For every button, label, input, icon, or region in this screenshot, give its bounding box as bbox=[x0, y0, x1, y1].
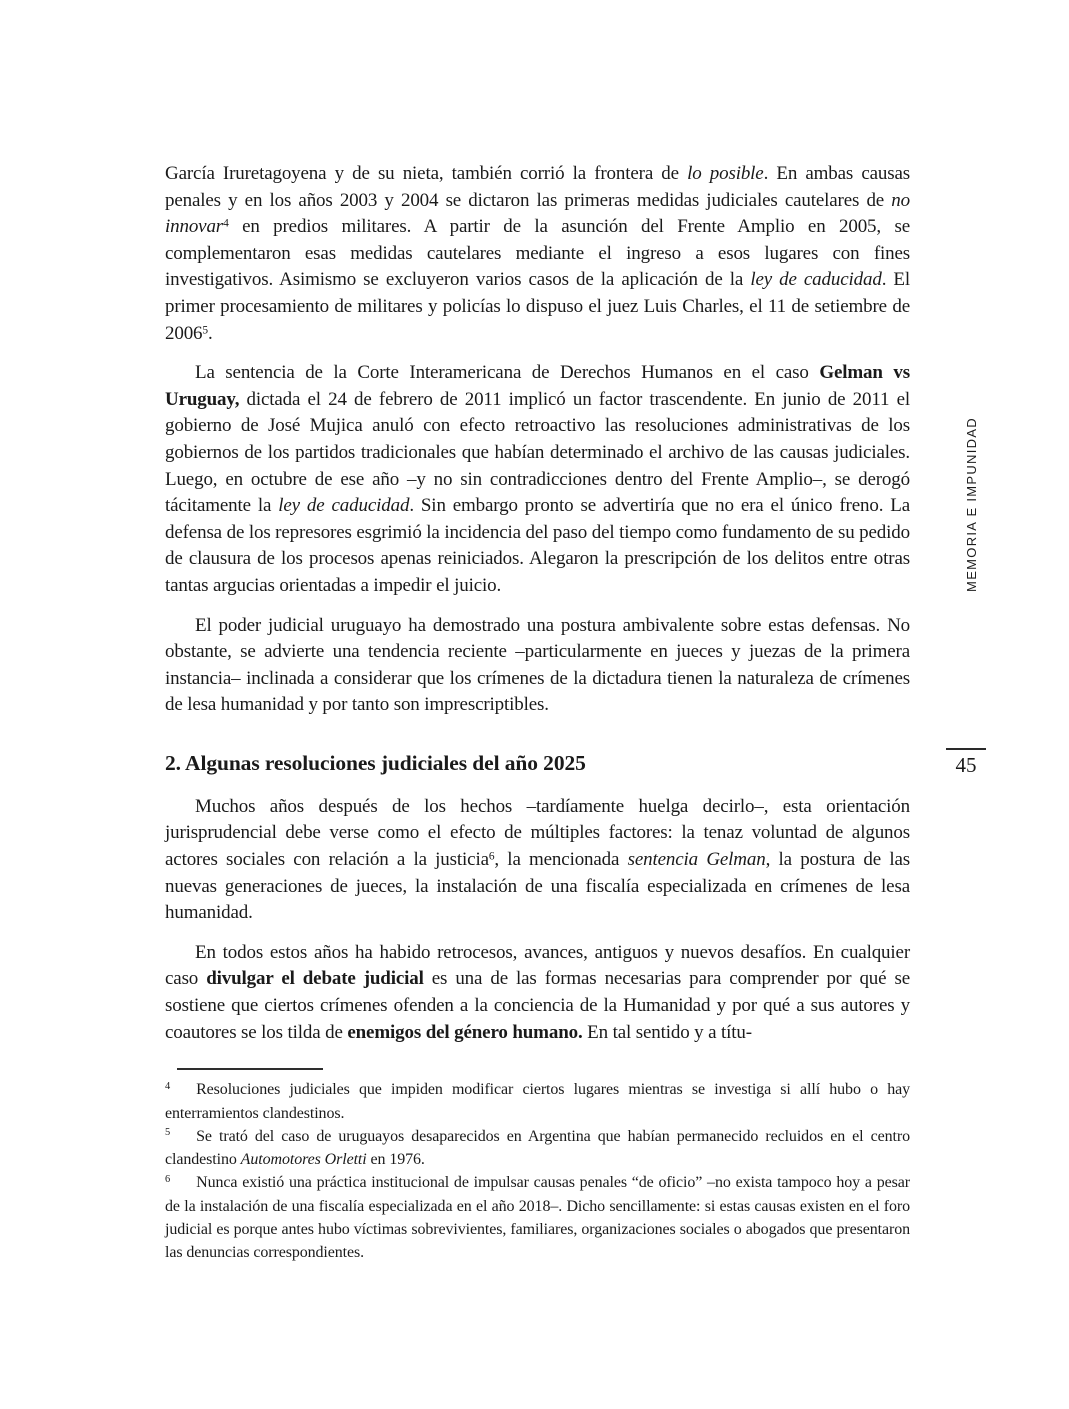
footnote-text: Resoluciones judiciales que impiden modificar ciertos lugares mientras se investiga si allí hubo o hay enterramientos clandestinos. bbox=[165, 1081, 910, 1122]
paragraph-5: En todos estos años ha habido retrocesos, avances, antiguos y nuevos desafíos. En cualquier caso divulgar el debate judicial es una de las formas necesarias para comprender por qué se sostiene que ciertos crímenes ofenden a la conciencia de la Humanidad y por qué a sus autores y coautores se los tilda de enemigos del género humano. En tal sentido y a títu- bbox=[165, 941, 910, 1043]
page-number-block bbox=[946, 748, 986, 778]
footnotes-section bbox=[165, 1078, 910, 1264]
footnote-5 bbox=[165, 1125, 910, 1172]
footnote-marker: 5 bbox=[165, 1127, 171, 1139]
main-text-column bbox=[165, 161, 910, 1265]
footnote-marker: 4 bbox=[165, 1080, 171, 1092]
page-number: 45 bbox=[955, 753, 977, 777]
paragraph-1: García Iruretagoyena y de su nieta, también corrió la frontera de lo posible. En ambas causas penales y en los años 2003 y 2004 se dictaron las primeras medidas judiciales cautelares de no innovar$^4$ en predios militares. A partir de la asunción del Frente Amplio en 2005, se complementaron esas medidas cautelares mediante el ingreso a esos lugares con fines investigativos. Asimismo se excluyeron varios casos de la aplicación de la ley de caducidad. El primer procesamiento de militares y policías lo dispuso el juez Luis Charles, el 11 de setiembre de 2006$^5$. bbox=[165, 163, 911, 344]
paragraph-4: Muchos años después de los hechos –tardíamente huelga decirlo–, esta orientación jurisprudencial debe verse como el efecto de múltiples factores: la tenaz voluntad de algunos actores sociales con relación a la justicia$^6$, la mencionada sentencia Gelman, la postura de las nuevas generaciones de jueces, la instalación de una fiscalía especializada en crímenes de lesa humanidad. bbox=[165, 795, 910, 924]
footnote-text: Se trató del caso de uruguayos desaparecidos en Argentina que habían permanecido recluidos en el centro clandestino Automotores Orletti en 1976. bbox=[165, 1127, 910, 1169]
page-number-rule bbox=[946, 748, 986, 750]
footnote-text: Nunca existió una práctica institucional de impulsar causas penales “de oficio” –no exista tampoco hoy a pesar de la instalación de una fiscalía especializada en el año 2018–. Dicho sencillamente: si estas causas existen en el foro judicial es porque antes hubo víctimas sobrevivientes, familiares, organizaciones sociales o abogados que presentaron las denuncias correspondientes. bbox=[165, 1174, 910, 1262]
paragraph-2: La sentencia de la Corte Interamericana de Derechos Humanos en el caso Gelman vs Uruguay, dictada el 24 de febrero de 2011 implicó un factor trascendente. En junio de 2011 el gobierno de José Mujica anuló con efecto retroactivo las resoluciones administrativas de los gobiernos de los partidos tradicionales que habían determinado el archivo de las causas judiciales. Luego, en octubre de ese año –y no sin contradicciones dentro del Frente Amplio–, se derogó tácitamente la ley de caducidad. Sin embargo pronto se advertiría que no era el único freno. La defensa de los represores esgrimió la incidencia del paso del tiempo como fundamento de su pedido de clausura de los procesos apenas reiniciados. Alegaron la prescripción de los delitos entre otras tantas argucias orientadas a impedir el juicio. bbox=[165, 362, 910, 596]
footnote-marker: 6 bbox=[165, 1173, 171, 1185]
footnote-4 bbox=[165, 1078, 910, 1125]
footnote-6 bbox=[165, 1171, 910, 1264]
sidebar-section-label: MEMORIA E IMPUNIDAD bbox=[964, 417, 979, 592]
section-heading: 2. Algunas resoluciones judiciales del año 2025 bbox=[165, 750, 586, 775]
footnote-separator-rule bbox=[177, 1068, 323, 1070]
paragraph-3: El poder judicial uruguayo ha demostrado una postura ambivalente sobre estas defensas. No obstante, se advierte una tendencia reciente –particularmente en jueces y juezas de la primera instancia– inclinada a considerar que los crímenes de la dictadura tienen la naturaleza de crímenes de lesa humanidad y por tanto son imprescriptibles. bbox=[165, 614, 910, 716]
